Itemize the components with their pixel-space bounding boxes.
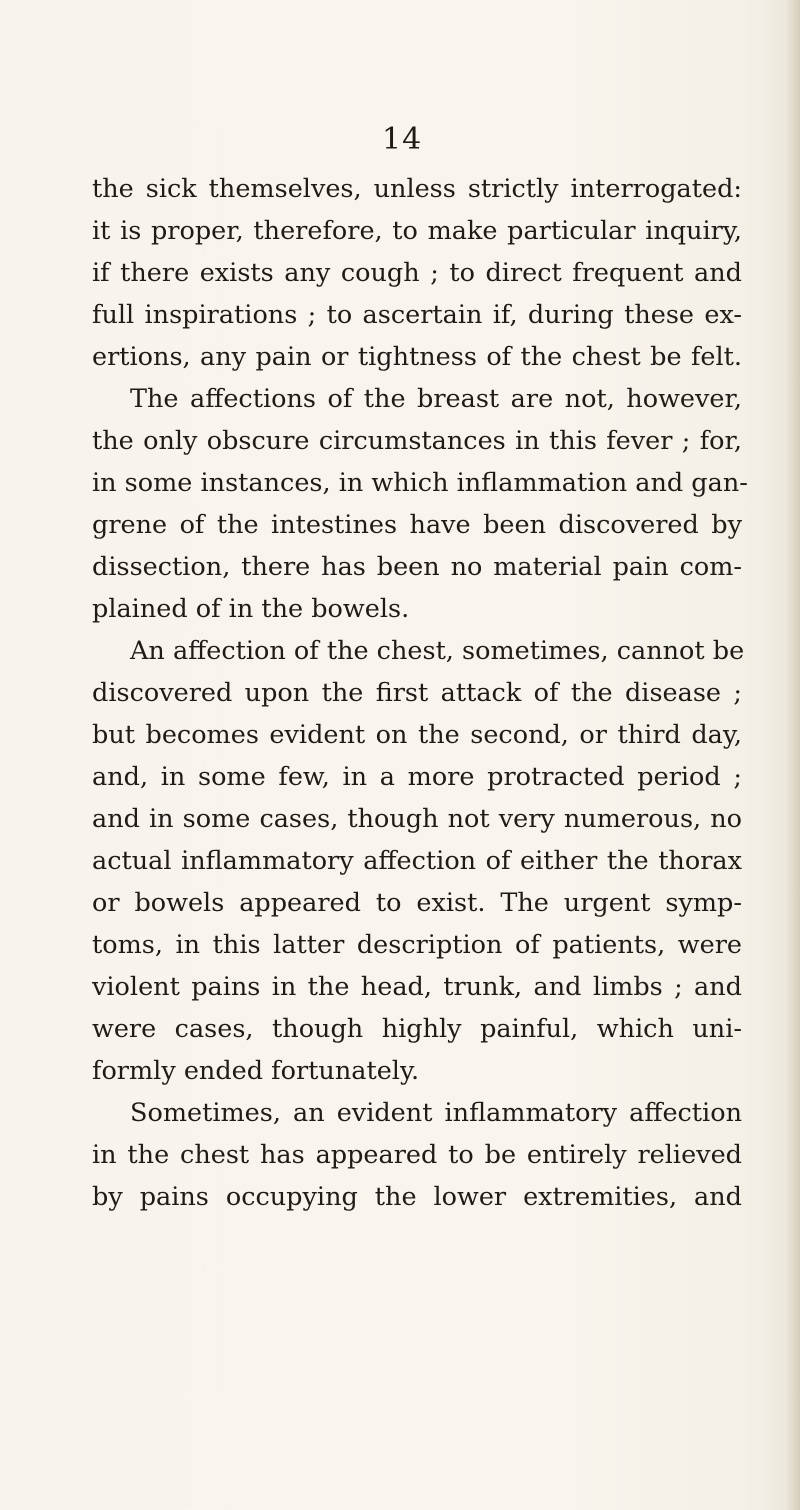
text-line: by pains occupying the lower extremities, and xyxy=(92,1182,742,1212)
text-line: it is proper, therefore, to make particular inquiry, xyxy=(92,216,742,246)
page-edge-shadow xyxy=(786,0,800,1510)
text-line: dissection, there has been no material pain com- xyxy=(92,552,742,582)
text-line: and, in some few, in a more protracted period ; xyxy=(92,762,742,792)
text-line: if there exists any cough ; to direct frequent and xyxy=(92,258,742,288)
text-line: ertions, any pain or tightness of the chest be felt. xyxy=(92,342,742,372)
text-line: violent pains in the head, trunk, and limbs ; and xyxy=(92,972,742,1002)
text-line: An affection of the chest, sometimes, cannot be xyxy=(130,636,745,666)
text-line: formly ended fortunately. xyxy=(92,1056,420,1086)
text-line: the only obscure circumstances in this fever ; for, xyxy=(92,426,742,456)
body-text xyxy=(92,168,748,1218)
text-line: Sometimes, an evident inflammatory affection xyxy=(130,1098,742,1128)
text-line: plained of in the bowels. xyxy=(92,594,410,624)
text-line: toms, in this latter description of patients, were xyxy=(92,930,742,960)
text-line: the sick themselves, unless strictly interrogated: xyxy=(92,174,742,204)
text-line: or bowels appeared to exist. The urgent symp- xyxy=(92,888,742,918)
text-line: were cases, though highly painful, which uni- xyxy=(92,1014,742,1044)
text-line: and in some cases, though not very numerous, no xyxy=(92,804,742,834)
text-line: The affections of the breast are not, however, xyxy=(130,384,742,414)
text-line: grene of the intestines have been discovered by xyxy=(92,510,742,540)
text-line: full inspirations ; to ascertain if, during these ex- xyxy=(92,300,742,330)
text-line: actual inflammatory affection of either the thorax xyxy=(92,846,742,876)
text-line: in the chest has appeared to be entirely relieved xyxy=(92,1140,742,1170)
text-line: discovered upon the first attack of the disease ; xyxy=(92,678,742,708)
text-line: but becomes evident on the second, or third day, xyxy=(92,720,742,750)
text-line: in some instances, in which inflammation and gan- xyxy=(92,468,748,498)
page-number: 14 xyxy=(382,122,423,157)
